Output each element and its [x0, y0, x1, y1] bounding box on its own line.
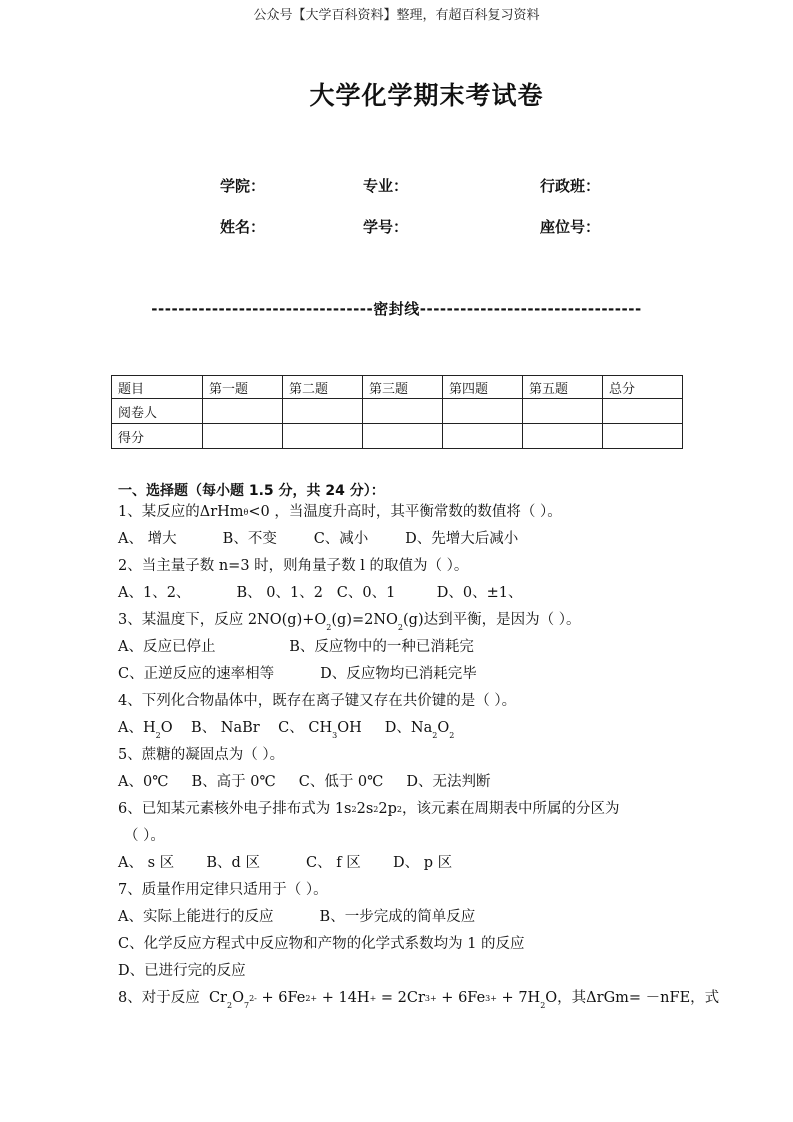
table-row [112, 399, 683, 424]
question-2: 2、当主量子数 n=3 时，则角量子数 l 的取值为（ ）。 [118, 558, 469, 574]
question-7-options-ab: A、实际上能进行的反应 B、一步完成的简单反应 [118, 909, 476, 925]
field-seat: 座位号： [540, 218, 601, 236]
table-cell [283, 424, 363, 449]
field-name: 姓名： [220, 218, 266, 236]
table-header-cell: 第一题 [203, 376, 283, 399]
table-cell [363, 399, 443, 424]
table-header-cell: 第二题 [283, 376, 363, 399]
question-7: 7、质量作用定律只适用于（ ）。 [118, 882, 328, 898]
seal-line: ---------------------------------密封线--------------------------------- [151, 300, 642, 318]
question-6-options: A、 s 区 B、d 区 C、 f 区 D、 p 区 [118, 855, 453, 871]
question-1: 1、某反应的ΔrHmθ<0 ，当温度升高时，其平衡常数的数值将（ ）。 [118, 504, 562, 520]
question-1-options: A、 增大 B、不变 C、减小 D、先增大后减小 [118, 531, 519, 547]
table-cell [523, 424, 603, 449]
question-5: 5、蔗糖的凝固点为（ ）。 [118, 747, 285, 763]
table-cell [603, 399, 683, 424]
question-7-option-d: D、已进行完的反应 [118, 963, 246, 979]
field-college: 学院： [220, 177, 266, 195]
table-row-label: 阅卷人 [112, 399, 203, 424]
field-class: 行政班： [540, 177, 601, 195]
section-heading: 一、选择题（每小题 1.5 分，共 24 分）： [118, 483, 385, 499]
table-row-label: 得分 [112, 424, 203, 449]
table-cell [443, 424, 523, 449]
table-header-cell: 总分 [603, 376, 683, 399]
question-6: 6、已知某元素核外电子排布式为 1s22s22p2，该元素在周期表中所属的分区为 [118, 801, 620, 817]
table-header-cell: 题目 [112, 376, 203, 399]
question-3-options-ab: A、反应已停止 B、反应物中的一种已消耗完 [118, 639, 474, 655]
exam-title: 大学化学期末考试卷 [309, 81, 544, 110]
field-student-id: 学号： [363, 218, 409, 236]
question-8: 8、对于反应 $Cr_2O_72- + 6Fe2+ + 14H+ = 2Cr3+ + 6Fe3+ + 7H_2O$，其ΔrGm= －nFE，式 [118, 990, 720, 1010]
table-cell [283, 399, 363, 424]
score-table [111, 375, 683, 449]
table-header-cell: 第三题 [363, 376, 443, 399]
question-5-options: A、0℃ B、高于 0℃ C、低于 0℃ D、无法判断 [118, 774, 491, 790]
table-row [112, 424, 683, 449]
table-cell [203, 399, 283, 424]
question-6-blank: （ ）。 [124, 828, 165, 844]
question-2-options: A、1、2、 B、 0、1、2 C、0、1 D、0、±1、 [118, 585, 523, 601]
table-header-cell: 第五题 [523, 376, 603, 399]
table-header-cell: 第四题 [443, 376, 523, 399]
question-4: 4、下列化合物晶体中，既存在离子键又存在共价键的是（ ）。 [118, 693, 517, 709]
header-note: 公众号【大学百科资料】整理，有超百科复习资料 [253, 8, 540, 23]
question-3: 3、某温度下，反应 $2NO(g)+O_2(g)=2NO_2(g)$达到平衡，是因为（ ）。 [118, 612, 581, 632]
table-cell [203, 424, 283, 449]
question-7-option-c: C、化学反应方程式中反应物和产物的化学式系数均为 1 的反应 [118, 936, 525, 952]
table-cell [363, 424, 443, 449]
table-cell [443, 399, 523, 424]
question-3-options-cd: C、正逆反应的速率相等 D、反应物均已消耗完毕 [118, 666, 477, 682]
field-major: 专业： [363, 177, 409, 195]
table-header-row [112, 376, 683, 399]
question-4-options: A、$H_2O$ B、 NaBr C、 $CH_3OH$ D、$Na_2O_2$ [118, 720, 455, 740]
table-cell [603, 424, 683, 449]
table-cell [523, 399, 603, 424]
